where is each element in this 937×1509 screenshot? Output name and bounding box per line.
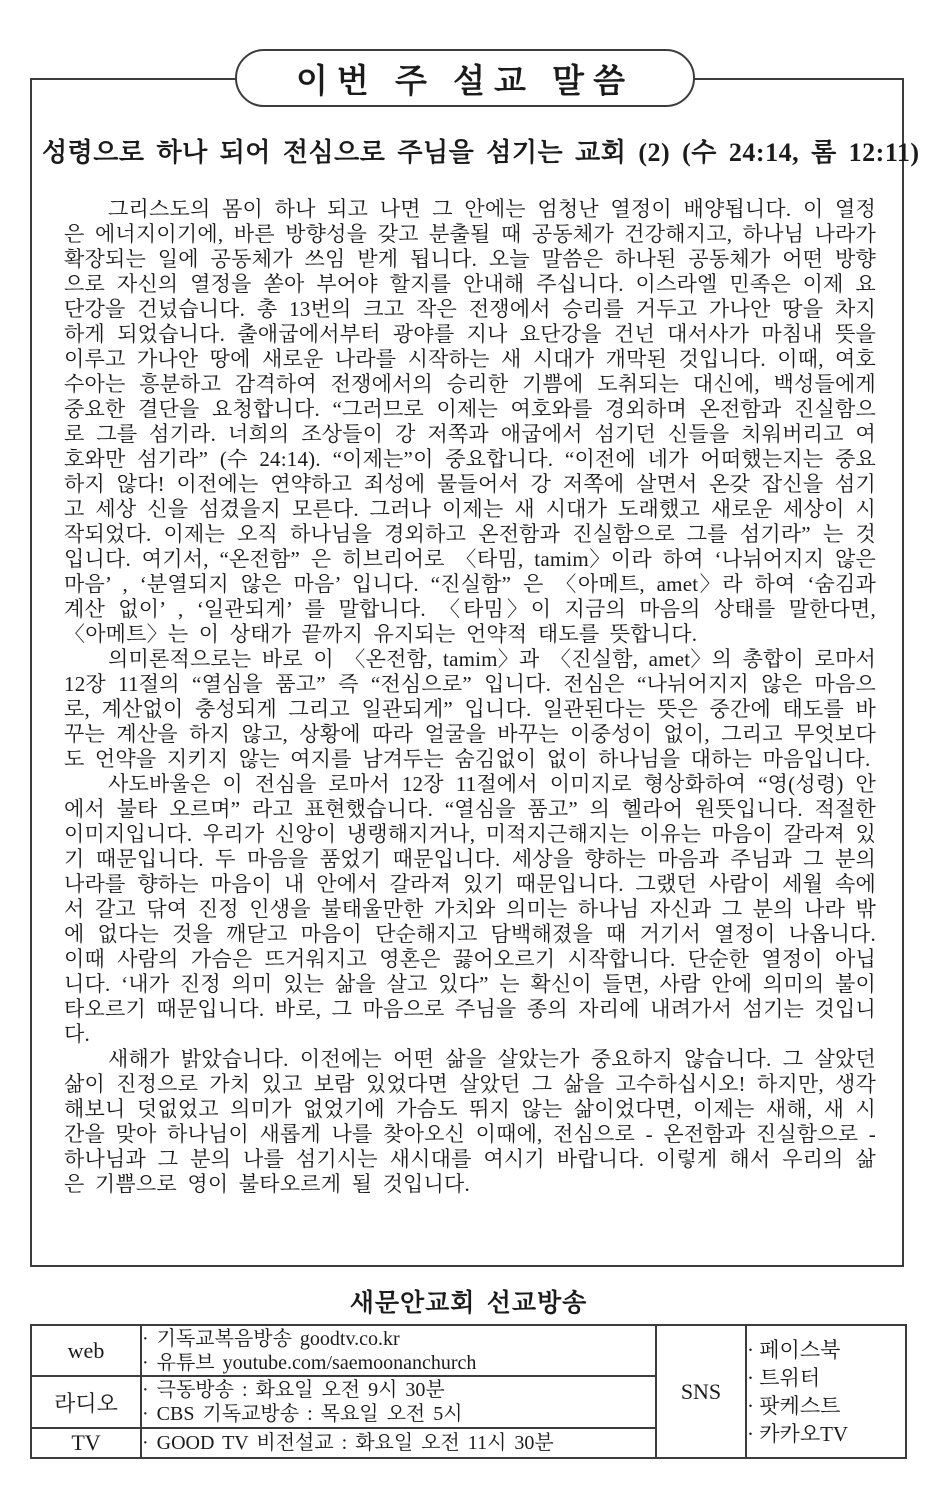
page-title-badge	[235, 49, 695, 107]
sermon-paragraph-1: 그리스도의 몸이 하나 되고 나면 그 안에는 엄청난 열정이 배양됩니다. 이 열정은 에너지이기에, 바른 방향성을 갖고 분출될 때 공동체가 건강해지고, 하나님 나라가 확장되는 일에 공동체가 쓰임 받게 됩니다. 오늘 말씀은 하나된 공동체가 어떤 방향으로 자신의 열정을 쏟아 부어야 할지를 안내해 주십니다. 이스라엘 민족은 이제 요단강을 건넜습니다. 총 13번의 크고 작은 전쟁에서 승리를 거두고 가나안 땅을 차지하게 되었습니다. 출애굽에서부터 광야를 지나 요단강을 건넌 대서사가 마침내 뜻을 이루고 가나안 땅에 새로운 나라를 시작하는 새 시대가 개막된 것입니다. 이때, 여호수아는 흥분하고 감격하여 전쟁에서의 승리한 기쁨에 도취되는 대신에, 백성들에게 중요한 결단을 요청합니다. “그러므로 이제는 여호와를 경외하며 온전함과 진실함으로 그를 섬기라. 너희의 조상들이 강 저쪽과 애굽에서 섬기던 신들을 치워버리고 여호와만 섬기라” (수 24:14). “이제는”이 중요합니다. “이전에 네가 어떠했는지는 중요하지 않다! 이전에는 연약하고 죄성에 물들어서 강 저쪽에 살면서 온갖 잡신을 섬기고 세상 신을 섬겼을지 모른다. 그러나 이제는 새 시대가 도래했고 새로운 세상이 시작되었다. 이제는 오직 하나님을 경외하고 온전함과 진실함으로 그를 섬기라” 는 것입니다. 여기서, “온전함” 은 히브리어로 〈타밈, tamim〉이라 하여 ‘나뉘어지지 않은 마음’ , ‘분열되지 않은 마음’ 입니다. “진실함” 은 〈아메트, amet〉라 하여 ‘숨김과 계산 없이’ , ‘일관되게’ 를 말합니다. 〈타밈〉이 지금의 마음의 상태를 말한다면, 〈아메트〉는 이 상태가 끝까지 유지되는 언약적 태도를 뜻합니다.	[64, 197, 876, 646]
content-line: · 유튜브 youtube.com/saemoonanchurch	[142, 1351, 477, 1374]
sermon-paragraph-3: 사도바울은 이 전심을 로마서 12장 11절에서 이미지로 형상화하여 “영(성령) 안에서 불타 오르며” 라고 표현했습니다. “열심을 품고” 의 헬라어 원뜻입니다. 적절한 이미지입니다. 우리가 신앙이 냉랭해지거나, 미적지근해지는 이유는 마음이 갈라져 있기 때문입니다. 두 마음을 품었기 때문입니다. 세상을 향하는 마음과 주님과 그 분의 나라를 향하는 마음이 내 안에서 갈라져 있기 때문입니다. 그랬던 사람이 세월 속에서 갈고 닦여 진정 인생을 불태울만한 가치와 의미는 하나님 자신과 그 분의 나라 밖에 없다는 것을 깨닫고 마음이 단순해지고 담백해졌을 때 거기서 열정이 나옵니다. 이때 사람의 가슴은 뜨거워지고 영혼은 끓어오르기 시작합니다. 단순한 열정이 아닙니다. ‘내가 진정 의미 있는 삶을 살고 있다” 는 확신이 들면, 사람 안에 의미의 불이 타오르기 때문입니다. 바로, 그 마음으로 주님을 종의 자리에 내려가서 섬기는 것입니다.	[64, 772, 876, 1046]
sermon-title: 성령으로 하나 되어 전심으로 주님을 섬기는 교회 (2) (수 24:14, 롬 12:11)	[42, 138, 920, 167]
content-line: · 극동방송 : 화요일 오전 9시 30분	[142, 1379, 445, 1401]
row-label-radio: 라디오	[31, 1376, 141, 1428]
content-line: · GOOD TV 비전설교 : 화요일 오전 11시 30분	[142, 1432, 554, 1454]
row-label-tv: TV	[31, 1428, 141, 1458]
content-line: · 기독교복음방송 goodtv.co.kr	[142, 1327, 400, 1350]
row-content-radio	[141, 1376, 656, 1428]
table-row-web	[31, 1325, 906, 1376]
broadcast-table	[30, 1324, 907, 1459]
sermon-paragraph-2: 의미론적으로는 바로 이 〈온전함, tamim〉과 〈진실함, amet〉의 총합이 로마서 12장 11절의 “열심을 품고” 즉 “전심으로” 입니다. 전심은 “나뉘어지지 않은 마음으로, 계산없이 충성되게 그리고 일관되게” 입니다. 일관된다는 뜻은 중간에 태도를 바꾸는 계산을 하지 않고, 상황에 따라 얼굴을 바꾸는 이중성이 없이, 그리고 무엇보다도 언약을 지키지 않는 여지를 남겨두는 숨김없이 없이 하나님을 대하는 마음입니다.	[64, 647, 876, 771]
broadcast-section-title: 새문안교회 선교방송	[349, 1290, 588, 1317]
content-line: · CBS 기독교방송 : 목요일 오전 5시	[142, 1403, 463, 1425]
sermon-box	[30, 78, 920, 1267]
sns-line: · 카카오TV	[747, 1421, 849, 1446]
sns-items	[746, 1325, 906, 1458]
sns-line: · 팟케스트	[747, 1393, 841, 1418]
row-label-web: web	[31, 1325, 141, 1376]
sermon-paragraph-4: 새해가 밝았습니다. 이전에는 어떤 삶을 살았는가 중요하지 않습니다. 그 살았던 삶이 진정으로 가치 있고 보람 있었다면 살았던 그 삶을 고수하십시오! 하지만, 생각해보니 덧없었고 의미가 없었기에 가슴도 뛰지 않는 삶이었다면, 이제는 새해, 새 시간을 맞아 하나님이 새롭게 나를 찾아오신 이때에, 전심으로 - 온전함과 진실함으로 - 하나님과 그 분의 나를 섬기시는 새시대를 여시기 바랍니다. 이렇게 해서 우리의 삶은 기쁨으로 영이 불타오르게 될 것입니다.	[64, 1047, 876, 1196]
row-content-tv	[141, 1428, 656, 1458]
page-title: 이번 주 설교 말씀	[296, 63, 634, 100]
sns-label: SNS	[656, 1325, 746, 1458]
sns-line: · 페이스북	[747, 1337, 841, 1362]
sns-line: · 트위터	[747, 1365, 821, 1390]
sermon-body	[64, 197, 876, 1197]
row-content-web	[141, 1325, 656, 1376]
